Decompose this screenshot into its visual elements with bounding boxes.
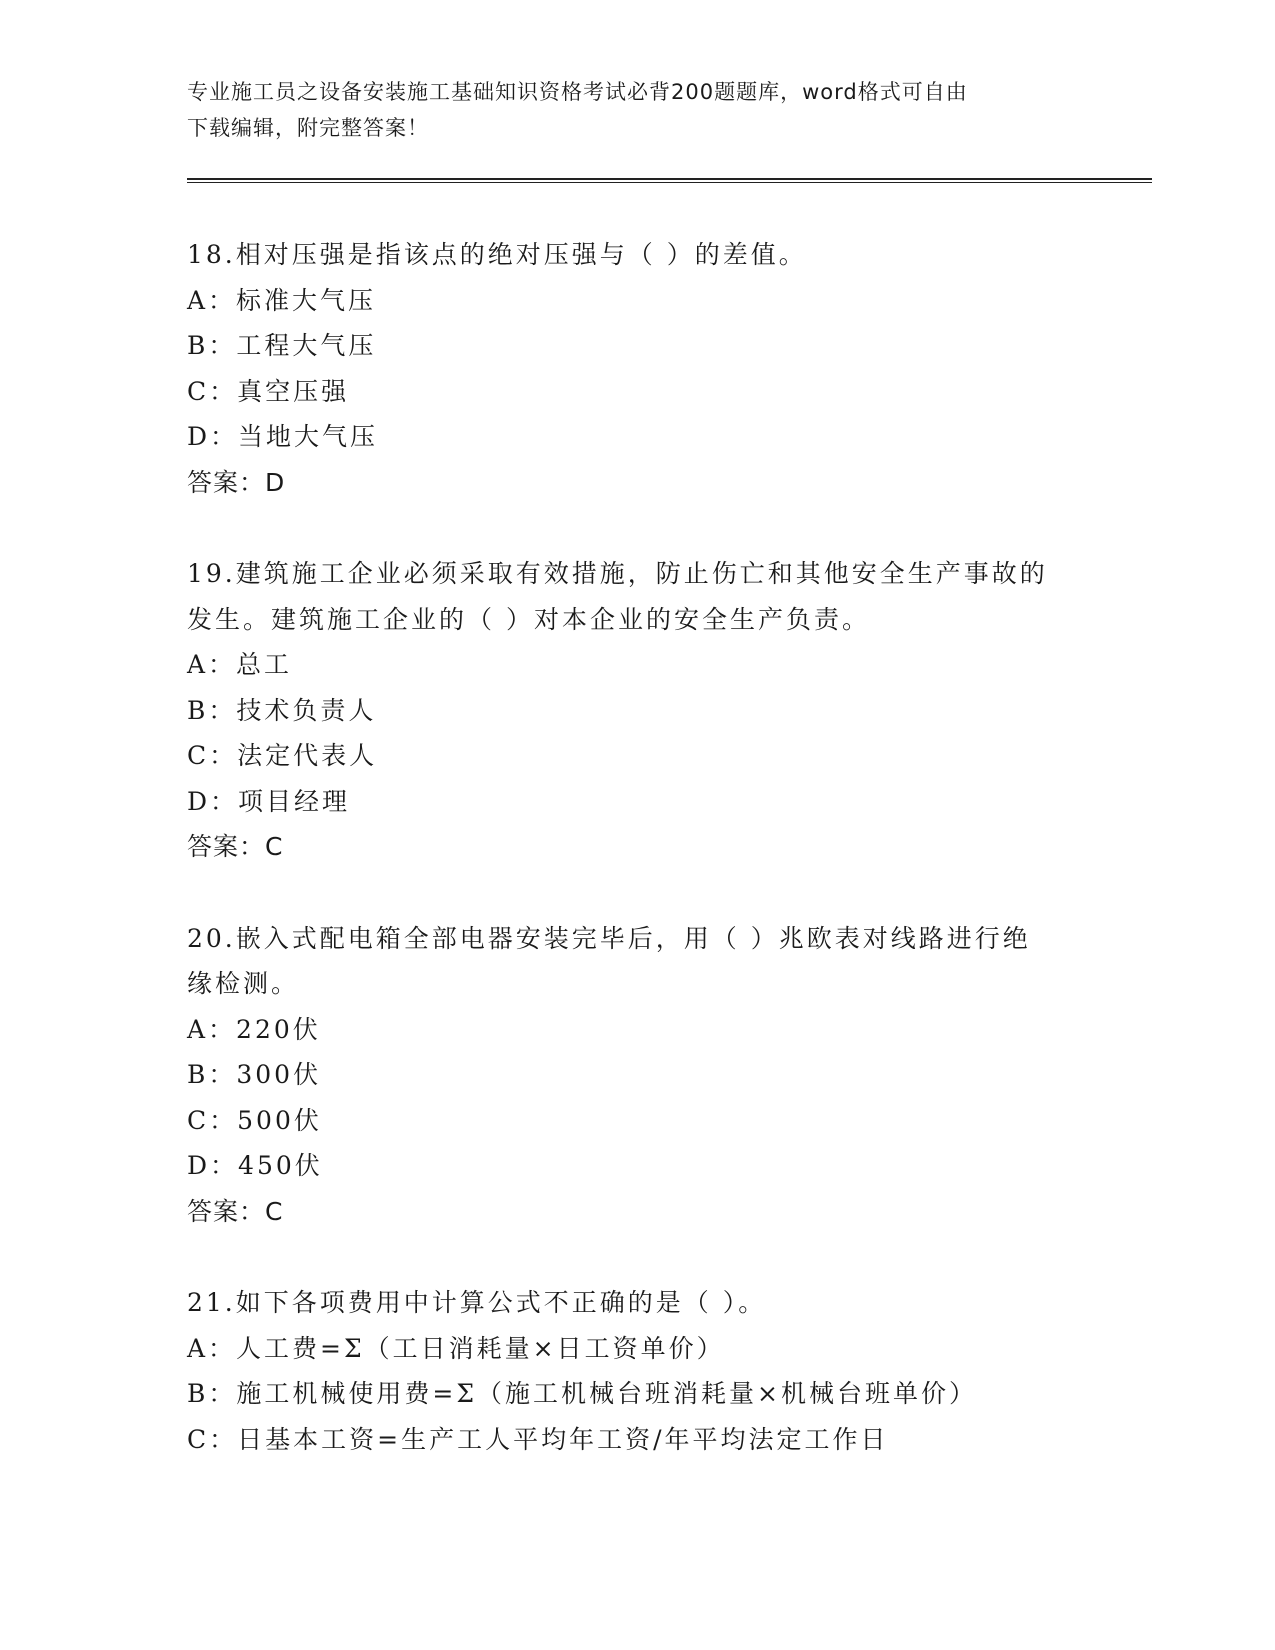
answer: 答案：C (187, 1196, 284, 1226)
page-header (187, 74, 1067, 146)
question-stem: 18.相对压强是指该点的绝对压强与（ ）的差值。 (187, 240, 807, 269)
question-stem-continued: 发生。建筑施工企业的（ ）对本企业的安全生产负责。 (187, 604, 870, 634)
answer: 答案：D (187, 467, 286, 497)
question-20 (187, 916, 1087, 1235)
option-c: C：真空压强 (187, 376, 350, 406)
option-a: A：220伏 (187, 1014, 321, 1044)
option-b: B：300伏 (187, 1060, 322, 1089)
header-line-1: 专业施工员之设备安装施工基础知识资格考试必背200题题库，word格式可自由 (187, 80, 968, 104)
question-21 (187, 1280, 1087, 1462)
question-19 (187, 551, 1087, 870)
option-a: A：总工 (187, 650, 293, 679)
header-divider (187, 178, 1152, 183)
question-stem: 19.建筑施工企业必须采取有效措施，防止伤亡和其他安全生产事故的 (187, 559, 1048, 588)
option-c: C：法定代表人 (187, 741, 378, 770)
option-a: A：人工费=Σ（工日消耗量×日工资单价） (187, 1333, 725, 1363)
option-d: D：项目经理 (187, 786, 351, 816)
option-d: D：450伏 (187, 1151, 323, 1180)
option-b: B：工程大气压 (187, 331, 377, 360)
question-stem-continued: 缘检测。 (187, 969, 300, 998)
question-stem: 21.如下各项费用中计算公式不正确的是（ ）。 (187, 1288, 767, 1317)
header-line-2: 下载编辑，附完整答案！ (187, 116, 429, 140)
option-c: C：500伏 (187, 1105, 322, 1135)
question-list (187, 232, 1087, 1508)
option-a: A：标准大气压 (187, 285, 377, 315)
answer: 答案：C (187, 832, 284, 861)
option-b: B：技术负责人 (187, 695, 377, 725)
option-d: D：当地大气压 (187, 422, 379, 451)
option-b: B：施工机械使用费=Σ（施工机械台班消耗量×机械台班单价） (187, 1379, 977, 1408)
option-c: C：日基本工资=生产工人平均年工资/年平均法定工作日 (187, 1424, 889, 1454)
question-stem: 20.嵌入式配电箱全部电器安装完毕后，用（ ）兆欧表对线路进行绝 (187, 923, 1031, 953)
question-18 (187, 232, 1087, 505)
